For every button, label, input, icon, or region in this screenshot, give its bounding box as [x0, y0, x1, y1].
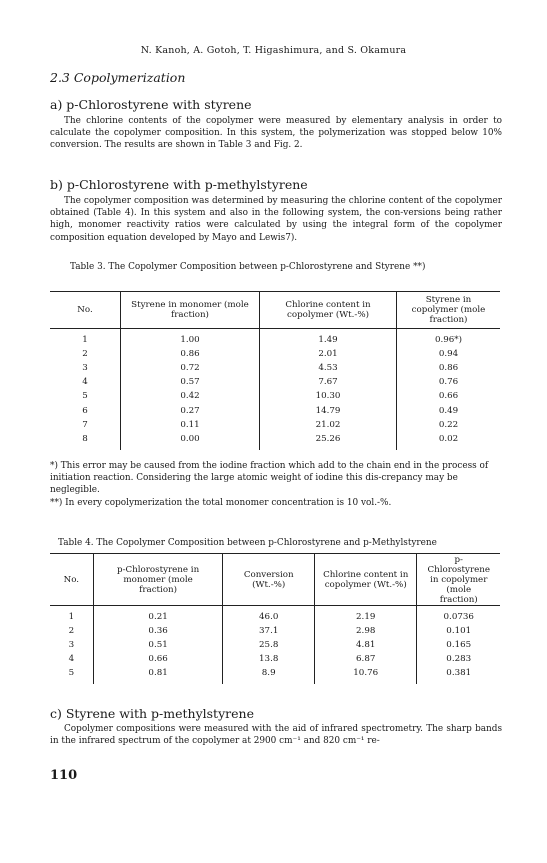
table3-col-no: No.	[50, 292, 121, 329]
table3-header-row	[50, 292, 500, 329]
table4-col-conversion: Conversion (Wt.-%)	[223, 554, 314, 606]
subsection-b-title: b) p-Chlorostyrene with p-methylstyrene	[50, 177, 308, 192]
table-row: 3 0.72 4.53 0.86	[50, 361, 500, 375]
table-row: 5 0.81 8.9 10.76 0.381	[50, 666, 500, 680]
table4-caption: Table 4. The Copolymer Composition between p-Chlorostyrene and p-Methylstyrene	[58, 538, 437, 548]
table3	[50, 291, 500, 450]
table-row: 2 0.86 2.01 0.94	[50, 347, 500, 361]
table4	[50, 553, 500, 684]
subsection-b-text: The copolymer composition was determined by measuring the chlorine content of the copolymer obtained (Table 4). In this system and also in the following system, the con-versions being rather high, monomer reactivity ratios were calculated by using the integral form of the copolymer composition equation developed by Mayo and Lewis7).	[50, 196, 502, 243]
subsection-a-title: a) p-Chlorostyrene with styrene	[50, 97, 252, 112]
table3-footnote-2: **) In every copolymerization the total monomer concentration is 10 vol.-%.	[50, 497, 392, 508]
table-row: 1 0.21 46.0 2.19 0.0736	[50, 610, 500, 624]
table4-col-chlorine: Chlorine content in copolymer (Wt.-%)	[314, 554, 417, 606]
page-number: 110	[50, 768, 78, 783]
subsection-c-text: Copolymer compositions were measured with the aid of infrared spectrometry. The sharp bands in the infrared spectrum of the copolymer at 2900 cm⁻¹ and 820 cm⁻¹ re-	[50, 724, 502, 747]
table-row: 7 0.11 21.02 0.22	[50, 418, 500, 432]
subsection-a-text: The chlorine contents of the copolymer were measured by elementary analysis in order to calculate the copolymer composition. In this system, the polymerization was stopped below 10% conversion. The results are shown in Table 3 and Fig. 2.	[50, 116, 502, 151]
table3-col-styrene-monomer: Styrene in monomer (mole fraction)	[121, 292, 260, 329]
table4-col-no: No.	[50, 554, 93, 606]
table-row: 4 0.66 13.8 6.87 0.283	[50, 652, 500, 666]
table-row: 4 0.57 7.67 0.76	[50, 375, 500, 389]
section-title: 2.3 Copolymerization	[50, 70, 186, 85]
table4-col-copolymer: p-Chlorostyrene in copolymer (mole fraction)	[417, 554, 500, 606]
table-row: 6 0.27 14.79 0.49	[50, 403, 500, 417]
table3-footnote-1: *) This error may be caused from the iodine fraction which add to the chain end in the process of initiation reaction. Considering the large atomic weight of iodine this dis-crepancy may be neglegible.	[50, 461, 489, 496]
table-row: 5 0.42 10.30 0.66	[50, 389, 500, 403]
table3-col-chlorine: Chlorine content in copolymer (Wt.-%)	[260, 292, 397, 329]
subsection-c-title: c) Styrene with p-methylstyrene	[50, 706, 254, 721]
table-row: 8 0.00 25.26 0.02	[50, 432, 500, 446]
table-row: 3 0.51 25.8 4.81 0.165	[50, 638, 500, 652]
table3-footnotes	[50, 460, 502, 509]
table3-caption: Table 3. The Copolymer Composition between p-Chlorostyrene and Styrene **)	[70, 262, 426, 272]
table4-col-monomer: p-Chlorostyrene in monomer (mole fraction)	[93, 554, 223, 606]
table-row: 2 0.36 37.1 2.98 0.101	[50, 624, 500, 638]
table3-col-styrene-copolymer: Styrene in copolymer (mole fraction)	[397, 292, 501, 329]
table4-header-row	[50, 554, 500, 606]
running-header: N. Kanoh, A. Gotoh, T. Higashimura, and S. Okamura	[140, 45, 407, 56]
table-row: 1 1.00 1.49 0.96*)	[50, 333, 500, 347]
